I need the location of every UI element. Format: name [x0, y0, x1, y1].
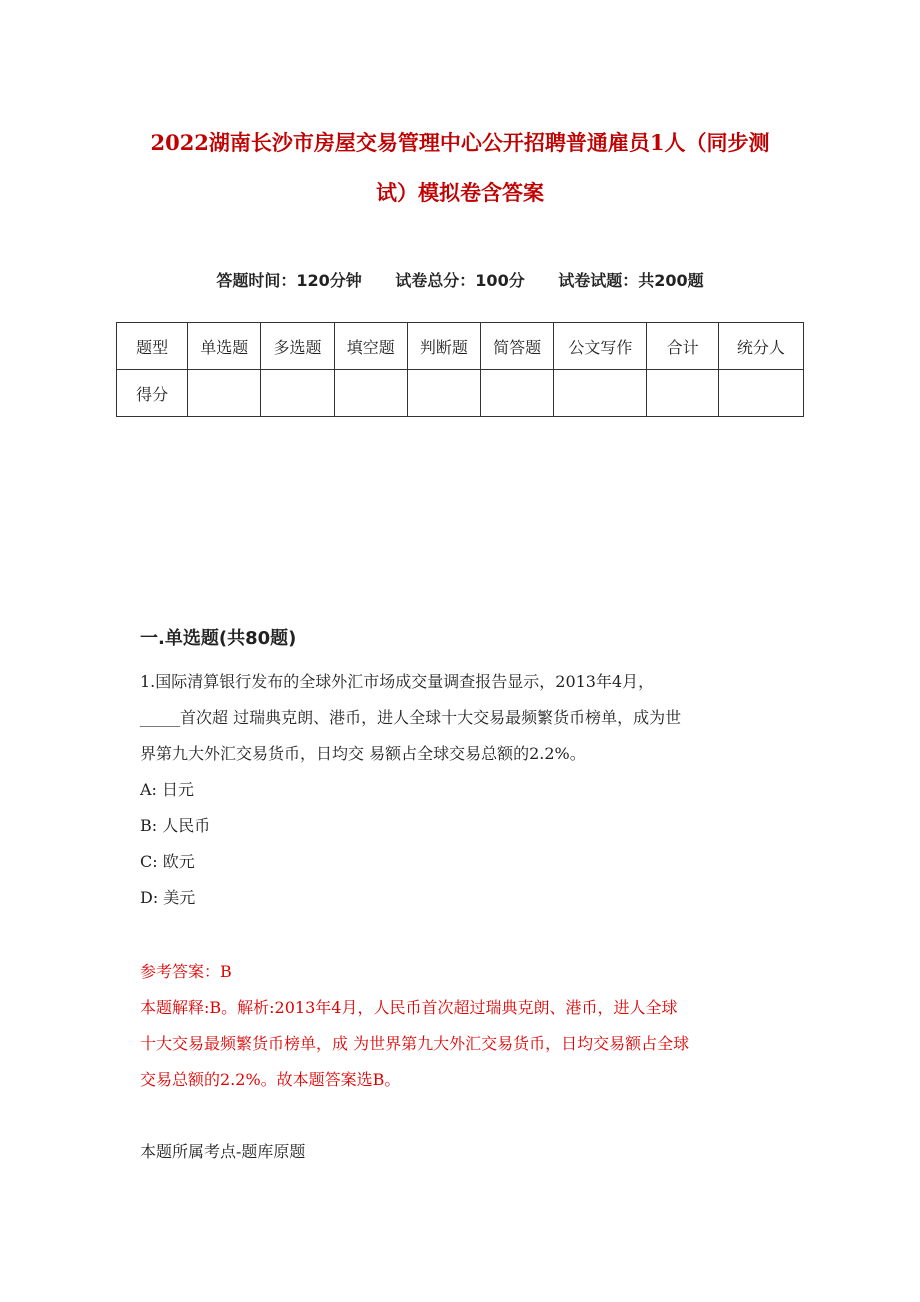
question-line: 界第九大外汇交易货币，日均交 易额占全球交易总额的2.2%。: [140, 744, 586, 763]
score-cell: [481, 370, 554, 417]
header-cell: 合计: [647, 323, 718, 370]
exam-meta: [0, 268, 920, 291]
score-cell: [407, 370, 480, 417]
score-cell: [334, 370, 407, 417]
header-cell: 题型: [117, 323, 188, 370]
header-cell: 公文写作: [554, 323, 647, 370]
score-cell: [554, 370, 647, 417]
option-d: D: 美元: [140, 888, 196, 907]
score-cell: [261, 370, 334, 417]
question-line: _____首次超 过瑞典克朗、港币，进人全球十大交易最频繁货币榜单，成为世: [140, 708, 682, 727]
header-cell: 填空题: [334, 323, 407, 370]
exam-total-score: 试卷总分：100分: [395, 271, 525, 290]
exam-time: 答题时间：120分钟: [216, 271, 362, 290]
option-b: B: 人民币: [140, 816, 211, 835]
title-line-2: 试）模拟卷含答案: [376, 180, 544, 205]
question-line: 1.国际清算银行发布的全球外汇市场成交量调查报告显示，2013年4月，: [140, 672, 655, 691]
header-cell: 统分人: [718, 323, 803, 370]
document-title: [0, 118, 920, 218]
explanation-line: 交易总额的2.2%。故本题答案选B。: [140, 1070, 401, 1089]
score-table-header-row: [117, 323, 804, 370]
header-cell: 单选题: [188, 323, 261, 370]
question-stem: [140, 664, 790, 772]
explanation-line: 十大交易最频繁货币榜单，成 为世界第九大外汇交易货币，日均交易额占全球: [140, 1034, 690, 1053]
score-cell: [647, 370, 718, 417]
score-table-row: [117, 370, 804, 417]
answer-block: [140, 954, 790, 1098]
header-cell: 判断题: [407, 323, 480, 370]
option-a: A: 日元: [140, 780, 195, 799]
score-cell: [188, 370, 261, 417]
score-cell: [718, 370, 803, 417]
explanation-line: 本题解释:B。解析:2013年4月，人民币首次超过瑞典克朗、港币，进人全球: [140, 998, 678, 1017]
header-cell: 简答题: [481, 323, 554, 370]
question-source: 本题所属考点-题库原题: [140, 1142, 306, 1161]
title-line-1: 2022湖南长沙市房屋交易管理中心公开招聘普通雇员1人（同步测: [150, 130, 770, 155]
exam-total-questions: 试卷试题：共200题: [558, 271, 704, 290]
row-label-cell: 得分: [117, 370, 188, 417]
reference-answer: 参考答案：B: [140, 962, 232, 981]
section-title: 一.单选题(共80题): [140, 628, 297, 649]
score-table: [116, 322, 804, 417]
option-c: C: 欧元: [140, 852, 195, 871]
header-cell: 多选题: [261, 323, 334, 370]
question-options: [140, 772, 210, 916]
